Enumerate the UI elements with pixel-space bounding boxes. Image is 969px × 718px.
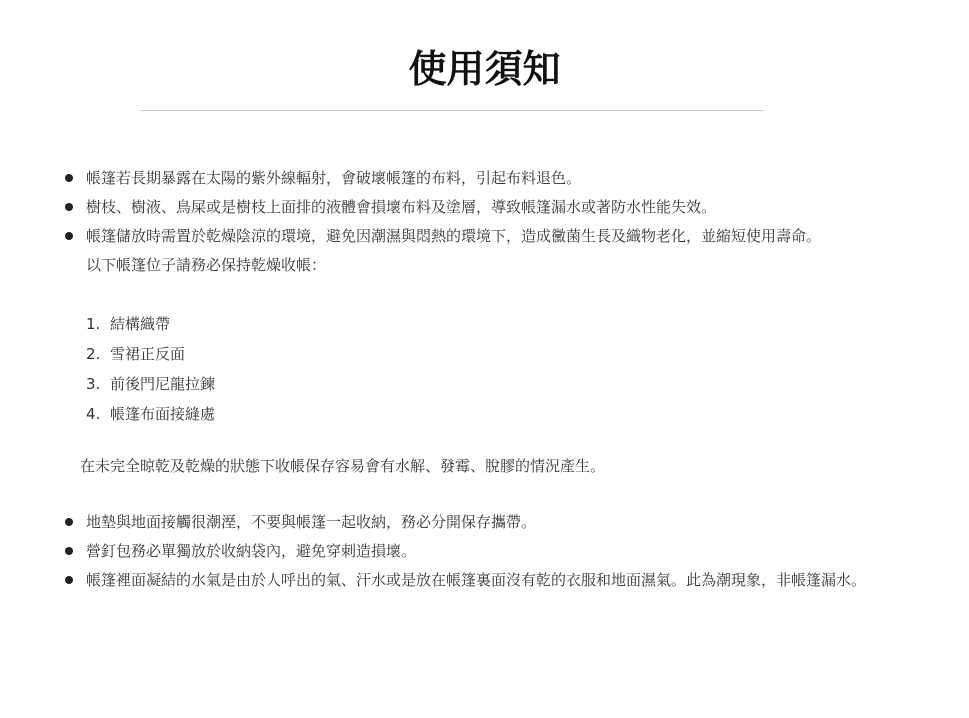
item-text: 前後門尼龍拉鍊 xyxy=(110,375,216,393)
list-item-text: 地墊與地面接觸很潮溼，不要與帳篷一起收納，務必分開保存攜帶。 xyxy=(86,513,537,531)
list-item-text: 帳篷若長期暴露在太陽的紫外線輻射，會破壞帳篷的布料，引起布料退色。 xyxy=(86,169,582,187)
list-item-text: 營釘包務必單獨放於收納袋內，避免穿刺造損壞。 xyxy=(86,542,417,560)
list-item xyxy=(60,566,900,595)
notice-content xyxy=(60,164,900,595)
list-item xyxy=(60,193,900,222)
spacer xyxy=(60,429,900,452)
bullet-icon xyxy=(65,576,73,584)
mold-warning-note: 在未完全晾乾及乾燥的狀態下收帳保存容易會有水解、發霉、脫膠的情況產生。 xyxy=(80,457,606,475)
item-text: 雪裙正反面 xyxy=(110,345,186,363)
page-title: 使用須知 xyxy=(408,47,561,91)
storage-list xyxy=(60,508,900,595)
bullet-icon xyxy=(65,203,73,211)
spacer xyxy=(60,280,900,309)
list-item-text: 帳篷裡面凝結的水氣是由於人呼出的氣、汗水或是放在帳篷裏面沒有乾的衣服和地面濕氣。此為潮現象，非帳篷漏水。 xyxy=(86,571,867,589)
list-item-text: 樹枝、樹液、鳥屎或是樹枝上面排的液體會損壞布料及塗層，導致帳篷漏水或著防水性能失效。 xyxy=(86,198,717,216)
bullet-icon xyxy=(65,174,73,182)
list-item xyxy=(60,222,900,251)
bullet-icon xyxy=(65,232,73,240)
bullet-icon xyxy=(65,518,73,526)
numbered-item xyxy=(86,309,900,339)
list-item-text: 帳篷儲放時需置於乾燥陰涼的環境，避免因潮濕與悶熱的環境下，造成黴菌生長及織物老化，並縮短使用壽命。 xyxy=(86,227,822,245)
numbered-item xyxy=(86,339,900,369)
list-item xyxy=(60,164,900,193)
dry-parts-lead: 以下帳篷位子請務必保持乾燥收帳： xyxy=(86,256,327,274)
item-number: 3. xyxy=(86,375,101,393)
item-number: 2. xyxy=(86,345,101,363)
title-divider xyxy=(140,110,764,111)
spacer xyxy=(60,481,900,508)
item-text: 帳篷布面接縫處 xyxy=(110,405,216,423)
item-text: 結構織帶 xyxy=(110,315,171,333)
dry-parts-list xyxy=(60,309,900,429)
list-item xyxy=(60,508,900,537)
numbered-item xyxy=(86,399,900,429)
bullet-icon xyxy=(65,547,73,555)
item-number: 4. xyxy=(86,405,101,423)
list-item xyxy=(60,537,900,566)
numbered-item xyxy=(86,369,900,399)
care-list xyxy=(60,164,900,251)
item-number: 1. xyxy=(86,315,101,333)
